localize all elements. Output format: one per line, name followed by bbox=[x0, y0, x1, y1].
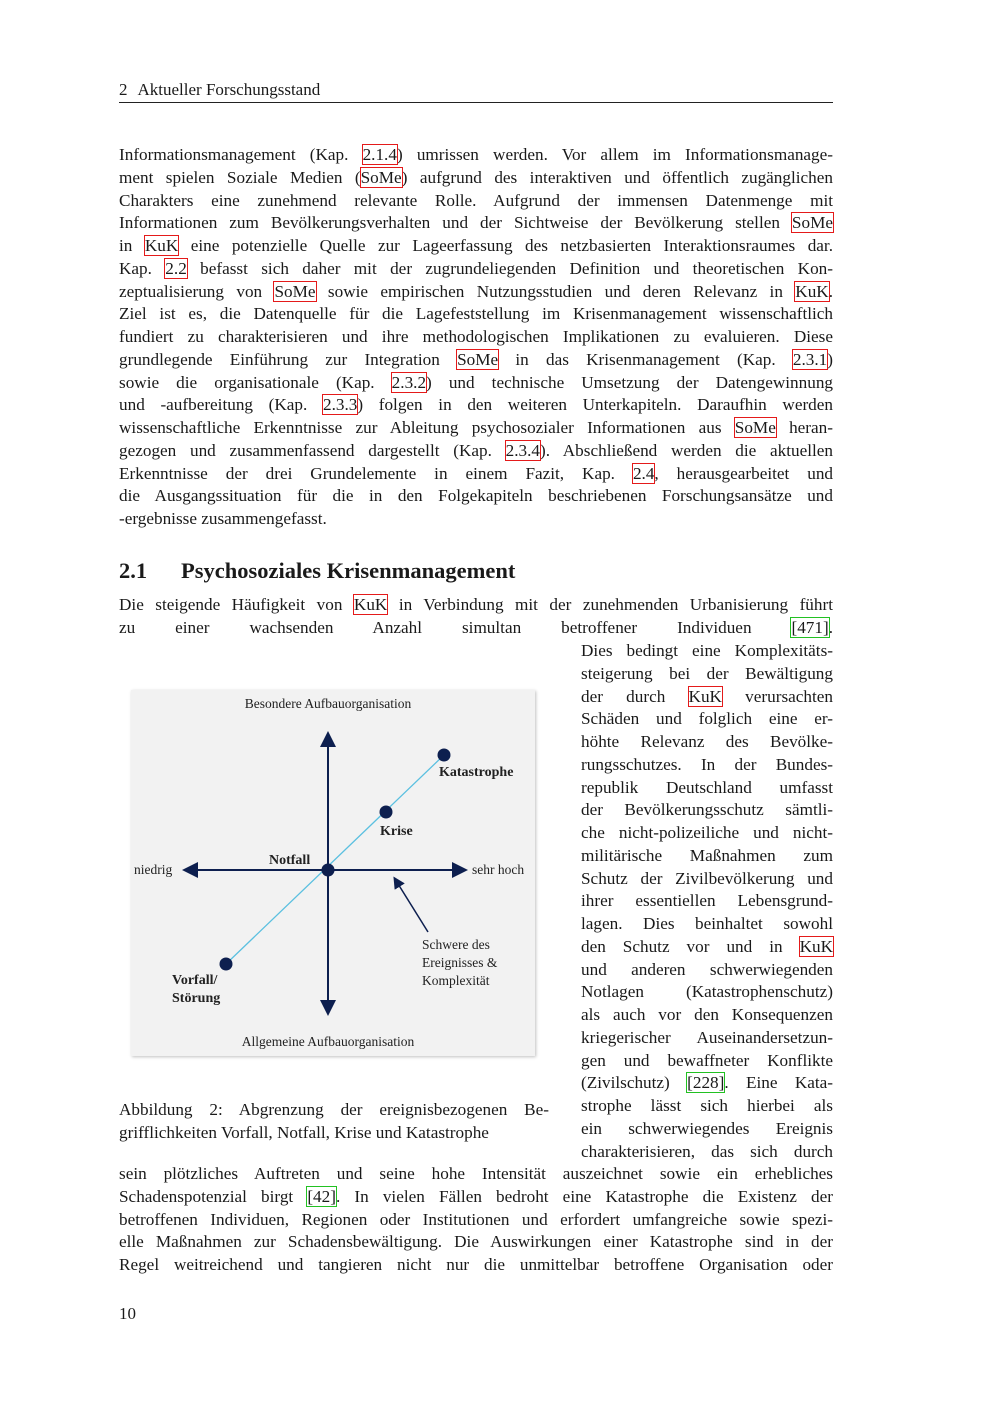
text-segment: eine potenzielle Quelle zur Lageerfassung des netzbasierten Interaktionsraumes dar. bbox=[178, 236, 834, 255]
text-segment: militärische Maßnahmen zum bbox=[581, 845, 833, 865]
top-label: Besondere Aufbauorganisation bbox=[244, 696, 412, 711]
cross-reference-link[interactable]: 2.4 bbox=[632, 463, 655, 483]
text-segment: sowie empirischen Nutzungsstudien und deren Relevanz in bbox=[315, 281, 796, 301]
text-segment: ihrer essentiellen Lebensgrund- bbox=[581, 891, 833, 911]
text-segment: ) folgen in den weiteren Unterkapiteln. Daraufhin werden bbox=[357, 395, 833, 415]
text-line bbox=[119, 508, 833, 531]
text-segment: , herausgearbeitet und bbox=[654, 463, 834, 483]
text-line bbox=[119, 463, 833, 486]
text-line bbox=[581, 708, 833, 731]
text-line bbox=[581, 1027, 833, 1050]
text-line bbox=[581, 777, 833, 800]
text-line bbox=[119, 190, 833, 213]
text-line bbox=[581, 754, 833, 777]
text-segment: . bbox=[828, 617, 833, 637]
text-line bbox=[581, 686, 833, 709]
cross-reference-link[interactable]: KuK bbox=[144, 236, 179, 255]
text-line bbox=[119, 326, 833, 349]
cross-reference-link[interactable]: 2.2 bbox=[165, 258, 187, 278]
text-segment: Erkenntnisse der drei Grundelemente in einem Fazit, Kap. bbox=[119, 463, 633, 483]
text-line bbox=[581, 959, 833, 982]
text-line bbox=[119, 394, 833, 417]
text-segment: . bbox=[828, 281, 833, 301]
text-segment: ) und technische Umsetzung der Datengewinnung bbox=[426, 372, 834, 392]
chapter-title: Aktueller Forschungsstand bbox=[137, 80, 321, 99]
text-segment: der durch bbox=[581, 686, 689, 706]
text-segment: verursachten bbox=[721, 686, 833, 706]
text-segment: der Bevölkerungsschutz sämtli- bbox=[581, 800, 833, 820]
text-segment: gen und bewaffneter Konflikte bbox=[581, 1050, 833, 1070]
text-line bbox=[581, 822, 833, 845]
text-line bbox=[581, 890, 833, 913]
cross-reference-link[interactable]: SoMe bbox=[274, 281, 316, 301]
diagonal-line bbox=[226, 755, 444, 964]
text-segment: che nicht-polizeiliche und nicht- bbox=[581, 823, 833, 842]
text-segment: als auch vor den Konsequenzen bbox=[581, 1005, 833, 1024]
cross-reference-link[interactable]: 2.1.4 bbox=[362, 145, 397, 164]
cross-reference-link[interactable]: SoMe bbox=[457, 349, 499, 369]
cross-reference-link[interactable]: KuK bbox=[688, 686, 722, 706]
label-katastrophe: Katastrophe bbox=[439, 765, 514, 780]
annotation-line-1: Schwere des bbox=[422, 937, 490, 952]
text-segment: die Ausgangssituation für die in den Folgekapiteln beschriebenen Forschungsansätze und bbox=[119, 486, 833, 506]
text-line bbox=[119, 617, 833, 640]
text-segment: in das Krisenmanagement (Kap. bbox=[498, 349, 793, 369]
section-paragraph-full bbox=[119, 594, 833, 640]
cross-reference-link[interactable]: KuK bbox=[795, 281, 829, 301]
text-line bbox=[581, 913, 833, 936]
text-line bbox=[581, 1004, 833, 1027]
text-line bbox=[581, 868, 833, 891]
text-line bbox=[119, 1209, 833, 1232]
figure-caption bbox=[119, 1099, 549, 1145]
cross-reference-link[interactable]: 2.3.2 bbox=[391, 372, 427, 392]
text-line bbox=[581, 981, 833, 1004]
running-header bbox=[119, 80, 833, 103]
cross-reference-link[interactable]: 2.3.3 bbox=[322, 395, 358, 415]
text-segment: und -aufbereitung (Kap. bbox=[119, 395, 323, 415]
text-segment: . Eine Kata- bbox=[724, 1073, 833, 1093]
text-line bbox=[581, 1072, 833, 1095]
text-segment: sein plötzliches Auftreten und seine hohe Intensität auszeichnet sowie ein erhebliches bbox=[119, 1164, 833, 1183]
caption-line: grifflichkeiten Vorfall, Notfall, Krise und Katastrophe bbox=[119, 1122, 489, 1142]
text-segment: Dies bedingt eine Komplexitäts- bbox=[581, 641, 833, 660]
cross-reference-link[interactable]: KuK bbox=[353, 595, 388, 614]
text-line bbox=[119, 303, 833, 326]
left-label: niedrig bbox=[134, 862, 173, 877]
text-segment: Schutz der Zivilbevölkerung und bbox=[581, 868, 833, 888]
annotation-line-2: Ereignisses & bbox=[422, 955, 498, 970]
text-line bbox=[119, 372, 833, 395]
text-line bbox=[119, 258, 833, 281]
text-segment: steigerung bei der Bewältigung bbox=[581, 663, 833, 683]
text-segment: Regel weitreichend und tangieren nicht nur die unmittelbar betroffene Organisation oder bbox=[119, 1255, 833, 1274]
text-segment: Ziel ist es, die Datenquelle für die Lagefeststellung im Krisenmanagement wissenschaftlich bbox=[119, 304, 833, 324]
label-notfall: Notfall bbox=[269, 853, 311, 868]
text-segment: ) bbox=[827, 349, 833, 369]
text-segment: Die steigende Häufigkeit von bbox=[119, 595, 354, 614]
point-notfall bbox=[322, 864, 335, 877]
text-segment: grundlegende Einführung zur Integration bbox=[119, 349, 458, 369]
text-line bbox=[119, 594, 833, 617]
caption-line: Abbildung 2: Abgrenzung der ereignisbezogenen Be- bbox=[119, 1100, 549, 1119]
text-segment: befasst sich daher mit der zugrundeliegenden Definition und theoretischen Kon- bbox=[186, 258, 833, 278]
text-line bbox=[119, 485, 833, 508]
text-segment: lagen. Dies beinhaltet sowohl bbox=[581, 914, 833, 933]
text-line bbox=[581, 1095, 833, 1118]
text-segment: -ergebnisse zusammengefasst. bbox=[119, 509, 327, 528]
text-line bbox=[119, 349, 833, 372]
text-segment: gezogen und zusammenfassend dargestellt (Kap. bbox=[119, 440, 506, 460]
text-segment: charakterisieren, das sich durch bbox=[581, 1141, 833, 1161]
text-segment: Notlagen (Katastrophenschutz) bbox=[581, 982, 833, 1002]
text-segment: ) umrissen werden. Vor allem im Informationsmanage- bbox=[396, 145, 833, 164]
cross-reference-link[interactable]: SoMe bbox=[360, 167, 402, 187]
section-paragraph-column bbox=[581, 640, 833, 1163]
text-segment: Schadenspotenzial birgt bbox=[119, 1186, 308, 1206]
text-segment: Kap. bbox=[119, 258, 166, 278]
text-segment: . In vielen Fällen bedroht eine Katastrophe die Existenz der bbox=[335, 1186, 833, 1206]
text-line bbox=[119, 167, 833, 190]
intro-paragraph bbox=[119, 144, 833, 531]
citation-link[interactable]: [228] bbox=[687, 1073, 725, 1093]
text-segment: und anderen schwerwiegenden bbox=[581, 959, 833, 979]
label-krise: Krise bbox=[380, 824, 413, 839]
right-label: sehr hoch bbox=[472, 862, 525, 877]
text-segment: in Verbindung mit der zunehmenden Urbanisierung führt bbox=[387, 595, 833, 614]
cross-reference-link[interactable]: SoMe bbox=[791, 213, 833, 233]
section-heading bbox=[119, 558, 515, 584]
text-segment: republik Deutschland umfasst bbox=[581, 777, 833, 797]
text-segment: wissenschaftliche Erkenntnisse zur Ableitung psychosozialer Informationen aus bbox=[119, 418, 735, 437]
text-line bbox=[581, 1141, 833, 1164]
text-segment: heran- bbox=[775, 418, 833, 437]
annotation-arrow bbox=[395, 879, 428, 932]
text-line bbox=[581, 640, 833, 663]
point-katastrophe bbox=[438, 749, 451, 762]
cross-reference-link[interactable]: 2.3.4 bbox=[505, 440, 540, 460]
text-segment: strophe lässt sich hierbei als bbox=[581, 1096, 833, 1115]
text-line bbox=[119, 440, 833, 463]
text-segment: (Zivilschutz) bbox=[581, 1073, 688, 1093]
text-segment: ment spielen Soziale Medien ( bbox=[119, 167, 361, 187]
text-segment: Informationsmanagement (Kap. bbox=[119, 145, 363, 164]
label-stoerung: Störung bbox=[172, 991, 221, 1006]
text-line bbox=[119, 1163, 833, 1186]
text-segment: den Schutz vor und in bbox=[581, 936, 800, 956]
text-line bbox=[581, 1050, 833, 1073]
citation-link[interactable]: [471] bbox=[791, 617, 829, 637]
text-line bbox=[581, 663, 833, 686]
text-line bbox=[581, 936, 833, 959]
text-line bbox=[119, 144, 833, 167]
label-vorfall: Vorfall/ bbox=[172, 973, 218, 988]
text-line bbox=[119, 1186, 833, 1209]
page-number: 10 bbox=[119, 1304, 136, 1323]
text-segment: ) aufgrund des interaktiven und öffentlich zugänglichen bbox=[401, 167, 833, 187]
section-number: 2.1 bbox=[119, 558, 148, 583]
text-line bbox=[119, 235, 833, 258]
text-line bbox=[581, 731, 833, 754]
section-paragraph-after bbox=[119, 1163, 833, 1277]
text-segment: rungsschutzes. In der Bundes- bbox=[581, 754, 833, 774]
text-line bbox=[581, 845, 833, 868]
annotation-line-3: Komplexität bbox=[422, 973, 490, 988]
section-title: Psychosoziales Krisenmanagement bbox=[181, 558, 516, 583]
text-segment: Schäden und folglich eine er- bbox=[581, 709, 833, 729]
chapter-number: 2 bbox=[119, 80, 128, 99]
text-line bbox=[119, 281, 833, 304]
text-line bbox=[119, 212, 833, 235]
bottom-label: Allgemeine Aufbauorganisation bbox=[241, 1034, 415, 1049]
citation-link[interactable]: [42] bbox=[307, 1186, 336, 1206]
figure-event-classification bbox=[131, 690, 535, 1056]
text-line bbox=[119, 417, 833, 440]
text-segment: betroffenen Individuen, Regionen oder Institutionen und erfordert umfangreiche sowie spezi- bbox=[119, 1209, 833, 1229]
cross-reference-link[interactable]: KuK bbox=[799, 936, 833, 956]
text-segment: in bbox=[119, 236, 145, 255]
text-line bbox=[119, 1254, 833, 1277]
text-segment: fundiert zu charakterisieren und ihre methodologischen Implikationen zu evaluieren. Diese bbox=[119, 327, 833, 346]
text-segment: Charakters eine zunehmend relevante Rolle. Aufgrund der immensen Datenmenge mit bbox=[119, 190, 833, 210]
text-line bbox=[581, 1118, 833, 1141]
text-segment: ). Abschließend werden die aktuellen bbox=[539, 440, 833, 460]
text-segment: zeptualisierung von bbox=[119, 281, 275, 301]
text-segment: elle Maßnahmen zur Schadensbewältigung. Die Auswirkungen einer Katastrophe sind in der bbox=[119, 1232, 833, 1252]
text-segment: kriegerischer Auseinandersetzun- bbox=[581, 1027, 833, 1047]
point-vorfall bbox=[220, 958, 233, 971]
text-segment: höhte Relevanz des Bevölke- bbox=[581, 732, 833, 751]
text-segment: sowie die organisationale (Kap. bbox=[119, 372, 392, 392]
point-krise bbox=[380, 806, 393, 819]
cross-reference-link[interactable]: SoMe bbox=[734, 418, 776, 437]
text-line bbox=[119, 1231, 833, 1254]
text-segment: ein schwerwiegendes Ereignis bbox=[581, 1118, 833, 1138]
text-line bbox=[581, 799, 833, 822]
text-segment: zu einer wachsenden Anzahl simultan betroffener Individuen bbox=[119, 617, 792, 637]
cross-reference-link[interactable]: 2.3.1 bbox=[792, 349, 828, 369]
text-segment: Informationen zum Bevölkerungsverhalten und der Sichtweise der Bevölkerung stellen bbox=[119, 213, 792, 233]
